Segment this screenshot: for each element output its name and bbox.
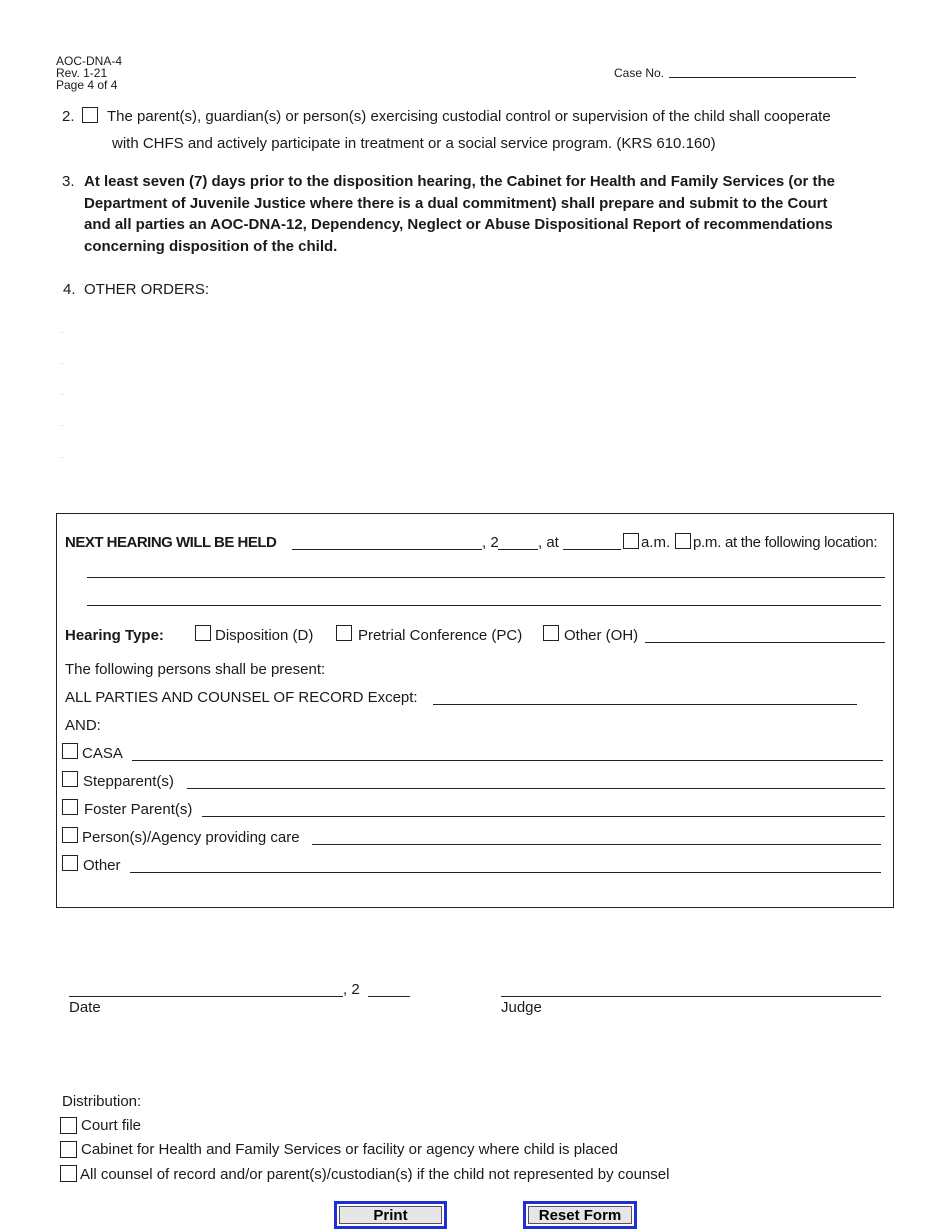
hearing-type-label: Hearing Type:	[65, 627, 164, 644]
hearing-at-label: , at	[538, 534, 559, 551]
disposition-checkbox[interactable]	[195, 625, 211, 641]
other-attendee-checkbox[interactable]	[62, 855, 78, 871]
item-3-line4: concerning disposition of the child.	[84, 238, 338, 255]
pretrial-conference-label: Pretrial Conference (PC)	[358, 627, 523, 644]
reset-form-button[interactable]	[523, 1201, 637, 1229]
case-no-field[interactable]	[669, 77, 856, 78]
distribution-title: Distribution:	[62, 1093, 142, 1110]
item-3-line3: and all parties an AOC-DNA-12, Dependency, Neglect or Abuse Dispositional Report of recommendations	[84, 216, 833, 233]
hearing-date-field[interactable]	[292, 549, 482, 550]
item-2-checkbox[interactable]	[82, 107, 98, 123]
other-orders-area[interactable]	[60, 300, 890, 500]
signature-year-prefix: , 2	[343, 981, 360, 998]
other-attendee-field[interactable]	[130, 872, 881, 873]
hearing-time-field[interactable]	[563, 549, 621, 550]
judge-signature-field[interactable]	[501, 996, 881, 997]
item-2-text-line1: The parent(s), guardian(s) or person(s) exercising custodial control or supervision of the child shall cooperate	[107, 108, 831, 125]
item-4-number: 4.	[63, 281, 76, 298]
distribution-counsel-label: All counsel of record and/or parent(s)/custodian(s) if the child not represented by counsel	[80, 1166, 670, 1183]
revision: Rev. 1-21	[56, 66, 108, 80]
hearing-year-prefix: , 2	[482, 534, 499, 551]
item-3-line2: Department of Juvenile Justice where there is a dual commitment) shall prepare and submit to the Court	[84, 195, 828, 212]
judge-label: Judge	[501, 999, 542, 1016]
pm-checkbox[interactable]	[675, 533, 691, 549]
am-checkbox[interactable]	[623, 533, 639, 549]
location-line-2[interactable]	[87, 605, 881, 606]
reset-form-button-label: Reset Form	[528, 1206, 632, 1224]
casa-checkbox[interactable]	[62, 743, 78, 759]
print-button[interactable]	[334, 1201, 447, 1229]
other-hearing-field[interactable]	[645, 642, 885, 643]
other-orders-label: OTHER ORDERS:	[84, 281, 210, 298]
case-no-label: Case No.	[614, 66, 665, 80]
distribution-court-file-label: Court file	[81, 1117, 142, 1134]
all-parties-except-field[interactable]	[433, 704, 857, 705]
form-id: AOC-DNA-4	[56, 54, 123, 68]
stepparent-field[interactable]	[187, 788, 885, 789]
distribution-chfs-checkbox[interactable]	[60, 1141, 77, 1158]
pm-label: p.m.	[693, 534, 721, 551]
stepparent-label: Stepparent(s)	[83, 773, 174, 790]
pretrial-conference-checkbox[interactable]	[336, 625, 352, 641]
other-attendee-label: Other	[83, 857, 121, 874]
next-hearing-box	[56, 513, 894, 908]
date-label: Date	[69, 999, 101, 1016]
date-field[interactable]	[69, 996, 343, 997]
agency-care-field[interactable]	[312, 844, 881, 845]
hearing-year-field[interactable]	[498, 549, 538, 550]
page-number: Page 4 of 4	[56, 78, 118, 92]
signature-year-field[interactable]	[368, 996, 410, 997]
distribution-chfs-label: Cabinet for Health and Family Services or facility or agency where child is placed	[81, 1141, 618, 1158]
print-button-label: Print	[339, 1206, 442, 1224]
disposition-label: Disposition (D)	[215, 627, 314, 644]
item-3-number: 3.	[62, 173, 75, 190]
agency-care-label: Person(s)/Agency providing care	[82, 829, 300, 846]
location-line-1[interactable]	[87, 577, 885, 578]
next-hearing-label: NEXT HEARING WILL BE HELD	[65, 534, 277, 551]
other-hearing-label: Other (OH)	[564, 627, 639, 644]
foster-parent-field[interactable]	[202, 816, 885, 817]
other-hearing-checkbox[interactable]	[543, 625, 559, 641]
all-parties-except-label: ALL PARTIES AND COUNSEL OF RECORD Except:	[65, 689, 418, 706]
casa-label: CASA	[82, 745, 123, 762]
agency-care-checkbox[interactable]	[62, 827, 78, 843]
foster-parent-checkbox[interactable]	[62, 799, 78, 815]
item-2-number: 2.	[62, 108, 75, 125]
am-label: a.m.	[641, 534, 671, 551]
foster-parent-label: Foster Parent(s)	[84, 801, 193, 818]
location-label: at the following location:	[725, 534, 878, 551]
distribution-counsel-checkbox[interactable]	[60, 1165, 77, 1182]
item-2-text-line2: with CHFS and actively participate in treatment or a social service program. (KRS 610.160)	[112, 135, 716, 152]
persons-present-text: The following persons shall be present:	[65, 661, 326, 678]
item-3-line1: At least seven (7) days prior to the disposition hearing, the Cabinet for Health and Family Services (or the	[84, 173, 835, 190]
and-label: AND:	[65, 717, 101, 734]
distribution-court-file-checkbox[interactable]	[60, 1117, 77, 1134]
stepparent-checkbox[interactable]	[62, 771, 78, 787]
casa-field[interactable]	[132, 760, 883, 761]
